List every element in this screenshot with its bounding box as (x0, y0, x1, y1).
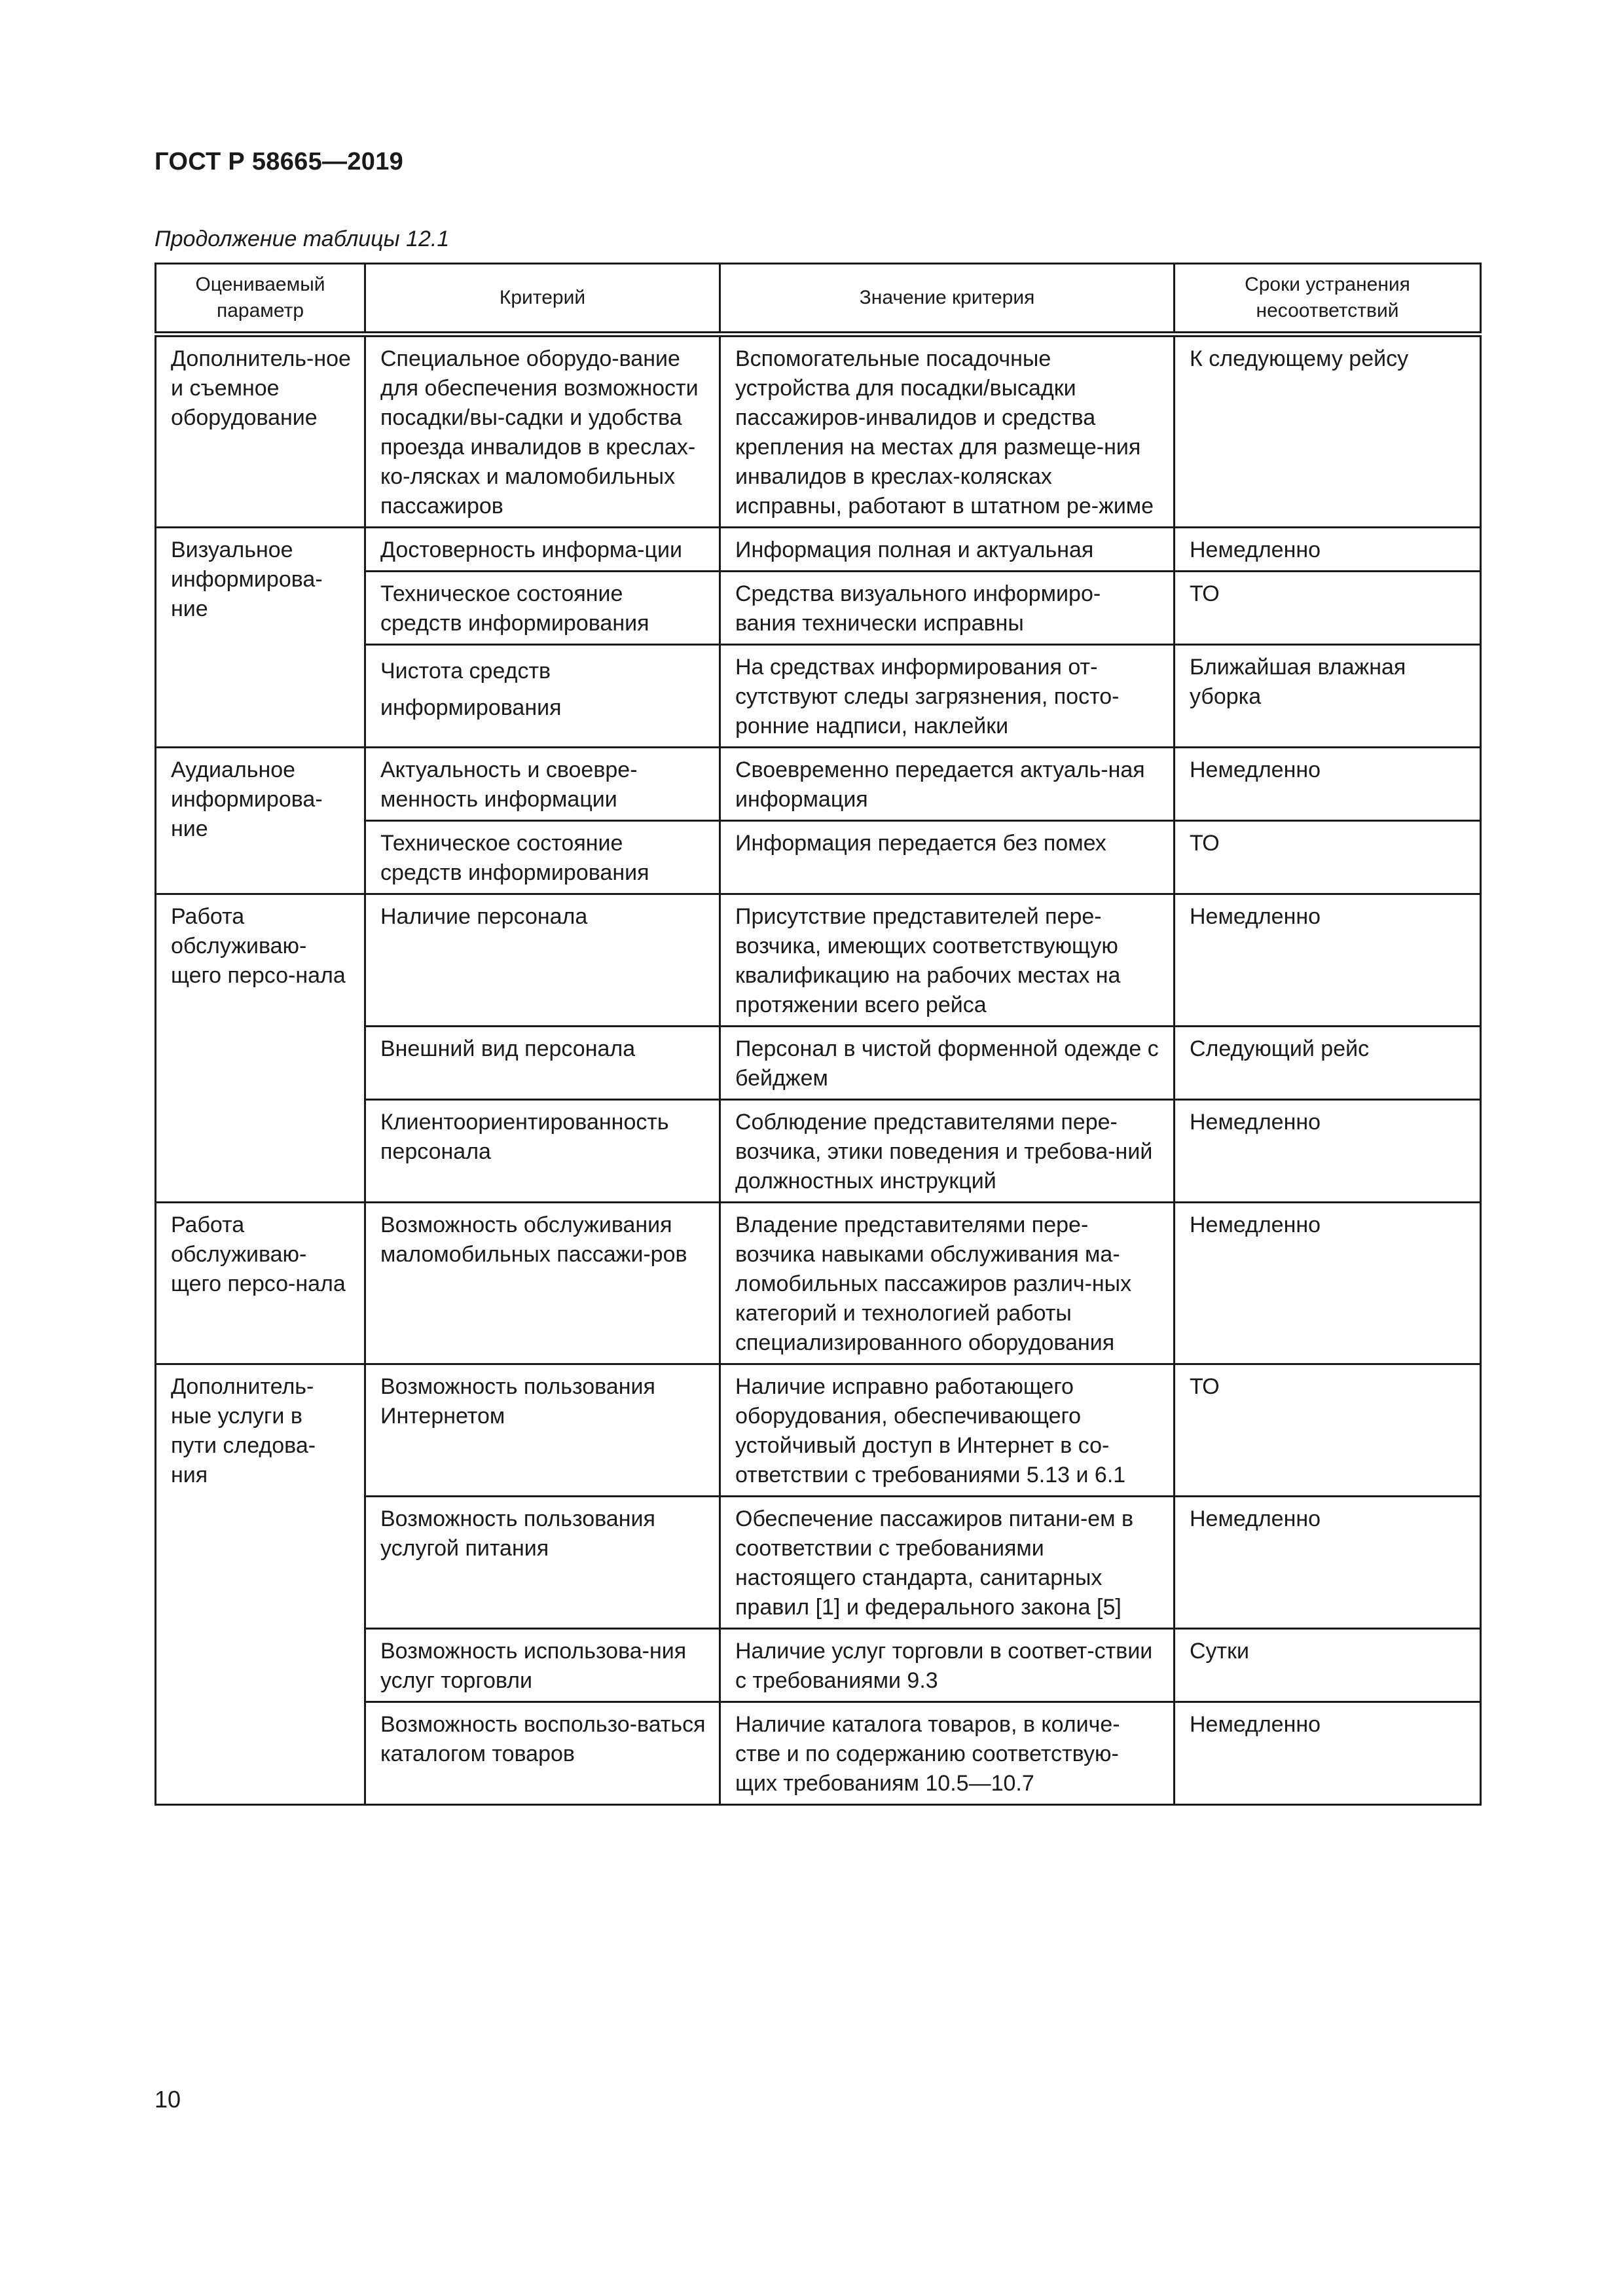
value-cell: Присутствие представителей пере-возчика, имеющих соответствующую квалификацию на рабочих местах на протяжении всего рейса (720, 894, 1175, 1027)
criterion-cell: Возможность пользования услугой питания (365, 1497, 720, 1629)
criterion-cell: Актуальность и своевре-менность информации (365, 748, 720, 821)
criterion-cell: Возможность обслуживания маломобильных пассажи-ров (365, 1203, 720, 1364)
criteria-table (155, 263, 1482, 1806)
table-continuation-label: Продолжение таблицы 12.1 (155, 227, 450, 251)
column-header-deadline: Сроки устранения несоответствий (1175, 264, 1481, 335)
value-cell: Обеспечение пассажиров питани-ем в соответствии с требованиями настоящего стандарта, санитарных правил [1] и федерального закона [5] (720, 1497, 1175, 1629)
deadline-cell: Немедленно (1175, 528, 1481, 572)
deadline-cell: Немедленно (1175, 748, 1481, 821)
value-cell: Средства визуального информиро-вания технически исправны (720, 572, 1175, 645)
table-row (156, 528, 1481, 572)
deadline-cell: Немедленно (1175, 1702, 1481, 1805)
parameter-cell: Работа обслуживаю-щего персо-нала (156, 894, 365, 1203)
criterion-cell: Клиентоориентированность персонала (365, 1100, 720, 1203)
page-number: 10 (155, 2086, 181, 2113)
value-cell: Наличие каталога товаров, в количе-стве и по содержанию соответствую-щих требованиям 10.5—10.7 (720, 1702, 1175, 1805)
parameter-cell: Дополнитель-ное и съемное оборудование (156, 335, 365, 528)
criterion-cell: Техническое состояние средств информирования (365, 821, 720, 894)
deadline-cell: Немедленно (1175, 1497, 1481, 1629)
criterion-cell: Чистота средств информирования (365, 645, 720, 748)
deadline-cell: ТО (1175, 1364, 1481, 1497)
parameter-cell: Дополнитель-ные услуги в пути следова-ния (156, 1364, 365, 1805)
criterion-cell: Техническое состояние средств информирования (365, 572, 720, 645)
value-cell: Своевременно передается актуаль-ная информация (720, 748, 1175, 821)
deadline-cell: ТО (1175, 821, 1481, 894)
parameter-cell: Работа обслуживаю-щего персо-нала (156, 1203, 365, 1364)
document-header: ГОСТ Р 58665—2019 (155, 148, 404, 175)
table-row (156, 335, 1481, 528)
column-header-value: Значение критерия (720, 264, 1175, 335)
criterion-cell: Возможность пользования Интернетом (365, 1364, 720, 1497)
criterion-cell: Возможность воспользо-ваться каталогом товаров (365, 1702, 720, 1805)
criterion-cell: Наличие персонала (365, 894, 720, 1027)
value-cell: Персонал в чистой форменной одежде с бейджем (720, 1027, 1175, 1100)
deadline-cell: Ближайшая влажная уборка (1175, 645, 1481, 748)
value-cell: Владение представителями пере-возчика навыками обслуживания ма-ломобильных пассажиров различ-ных категорий и технологией работы специализированного оборудования (720, 1203, 1175, 1364)
parameter-cell: Визуальное информирова-ние (156, 528, 365, 748)
deadline-cell: К следующему рейсу (1175, 335, 1481, 528)
criterion-cell: Возможность использова-ния услуг торговли (365, 1629, 720, 1702)
deadline-cell: Немедленно (1175, 1203, 1481, 1364)
deadline-cell: ТО (1175, 572, 1481, 645)
table-row (156, 748, 1481, 821)
table-row (156, 1364, 1481, 1497)
criterion-cell: Внешний вид персонала (365, 1027, 720, 1100)
table-row (156, 894, 1481, 1027)
value-cell: Вспомогательные посадочные устройства для посадки/высадки пассажиров-инвалидов и средства крепления на местах для размеще-ния инвалидов в креслах-колясках исправны, работают в штатном ре-жиме (720, 335, 1175, 528)
deadline-cell: Следующий рейс (1175, 1027, 1481, 1100)
deadline-cell: Немедленно (1175, 894, 1481, 1027)
deadline-cell: Сутки (1175, 1629, 1481, 1702)
value-cell: Наличие услуг торговли в соответ-ствии с требованиями 9.3 (720, 1629, 1175, 1702)
table-header-row (156, 264, 1481, 335)
value-cell: Наличие исправно работающего оборудования, обеспечивающего устойчивый доступ в Интернет в со-ответствии с требованиями 5.13 и 6.1 (720, 1364, 1175, 1497)
criterion-cell: Достоверность информа-ции (365, 528, 720, 572)
deadline-cell: Немедленно (1175, 1100, 1481, 1203)
parameter-cell: Аудиальное информирова-ние (156, 748, 365, 894)
criterion-cell: Специальное оборудо-вание для обеспечения возможности посадки/вы-садки и удобства проезда инвалидов в креслах-ко-лясках и маломобильных пассажиров (365, 335, 720, 528)
value-cell: Информация передается без помех (720, 821, 1175, 894)
column-header-criterion: Критерий (365, 264, 720, 335)
value-cell: На средствах информирования от-сутствуют следы загрязнения, посто-ронние надписи, наклейки (720, 645, 1175, 748)
value-cell: Информация полная и актуальная (720, 528, 1175, 572)
value-cell: Соблюдение представителями пере-возчика, этики поведения и требова-ний должностных инструкций (720, 1100, 1175, 1203)
table-row (156, 1203, 1481, 1364)
column-header-parameter: Оцениваемый параметр (156, 264, 365, 335)
